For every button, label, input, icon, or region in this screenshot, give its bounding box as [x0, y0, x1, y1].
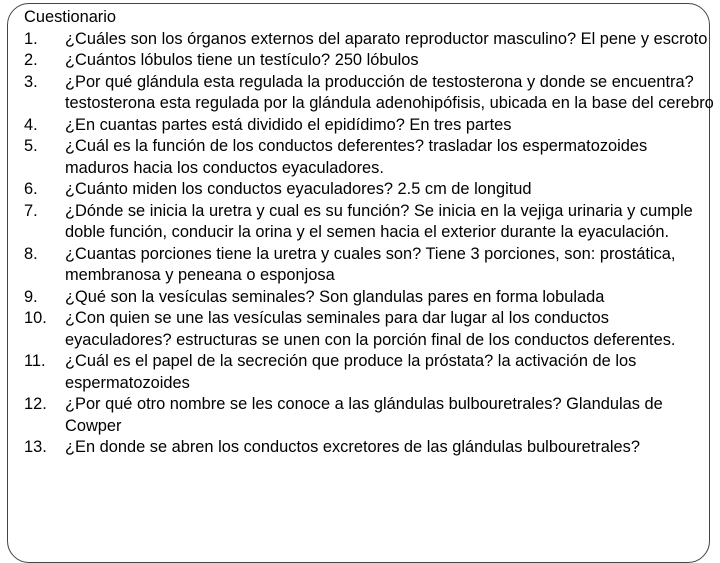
- list-item: [24, 72, 714, 115]
- list-item: [24, 179, 714, 201]
- item-text: ¿Por qué otro nombre se les conoce a las glándulas bulbouretrales? Glandulas de Cowper: [65, 395, 663, 435]
- item-number: 1.: [24, 29, 38, 48]
- item-text: ¿Cuál es el papel de la secreción que produce la próstata? la activación de los espermatozoides: [65, 352, 637, 392]
- list-item: [24, 394, 714, 437]
- questionnaire: [24, 7, 714, 459]
- item-text: ¿Cuántos lóbulos tiene un testículo? 250 lóbulos: [65, 51, 419, 69]
- item-number: 3.: [24, 72, 38, 91]
- item-text: ¿Con quien se une las vesículas seminales para dar lugar al los conductos eyaculadores? estructuras se unen con la porción final de los conductos deferentes.: [65, 309, 676, 349]
- list-item: [24, 136, 714, 179]
- item-text: ¿Cuál es la función de los conductos deferentes? trasladar los espermatozoides maduros hacia los conductos eyaculadores.: [65, 137, 648, 177]
- item-number: 5.: [24, 137, 38, 155]
- list-item: [24, 287, 714, 309]
- item-text: ¿En donde se abren los conductos excretores de las glándulas bulbouretrales?: [65, 438, 640, 456]
- item-number: 12.: [24, 395, 47, 413]
- item-number: 9.: [24, 287, 38, 306]
- list-item: [24, 308, 714, 351]
- list-item: [24, 115, 714, 137]
- item-number: 10.: [24, 309, 47, 327]
- item-text: ¿Cuantas porciones tiene la uretra y cuales son? Tiene 3 porciones, son: prostática, membranosa y peneana o esponjosa: [65, 244, 676, 284]
- list-item: [24, 244, 714, 287]
- list-item: [24, 437, 714, 459]
- item-text: ¿En cuantas partes está dividido el epidídimo? En tres partes: [65, 115, 512, 134]
- item-number: 6.: [24, 180, 38, 198]
- item-text: ¿Dónde se inicia la uretra y cual es su función? Se inicia en la vejiga urinaria y cumple doble función, conducir la orina y el semen hacia el exterior durante la eyaculación.: [65, 201, 693, 241]
- item-number: 13.: [24, 438, 47, 456]
- item-number: 7.: [24, 201, 38, 220]
- list-item: [24, 50, 714, 72]
- list-item: [24, 351, 714, 394]
- page-title: Cuestionario: [24, 8, 117, 26]
- item-number: 8.: [24, 244, 38, 263]
- item-text: ¿Cuánto miden los conductos eyaculadores? 2.5 cm de longitud: [65, 180, 532, 198]
- item-number: 2.: [24, 51, 38, 69]
- item-number: 4.: [24, 115, 38, 134]
- item-number: 11.: [24, 352, 46, 370]
- list-item: [24, 201, 714, 244]
- item-text: ¿Por qué glándula esta regulada la producción de testosterona y donde se encuentra? testosterona esta regulada por la glándula adenohipófisis, ubicada en la base del cerebro: [65, 72, 714, 112]
- list-item: [24, 29, 714, 51]
- item-text: ¿Cuáles son los órganos externos del aparato reproductor masculino? El pene y escroto: [65, 29, 708, 48]
- item-text: ¿Qué son la vesículas seminales? Son glandulas pares en forma lobulada: [65, 287, 605, 306]
